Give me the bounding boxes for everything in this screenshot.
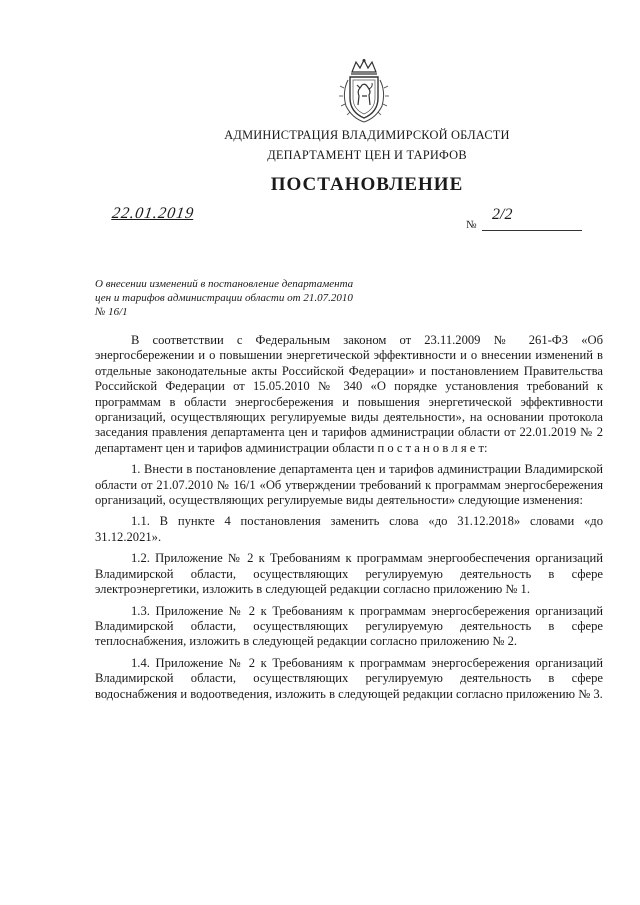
document-type-title: ПОСТАНОВЛЕНИЕ <box>270 174 464 195</box>
document-subject: О внесении изменений в постановление департамента цен и тарифов администрации области от 21.07.2010 № 16/1 <box>95 278 354 318</box>
body-paragraph: 1. Внести в постановление департамента цен и тарифов администрации Владимирской области от 21.07.2010 № 16/1 «Об утверждении требований к программам энергосбережения организаций, осуществляющих регулируемые виды деятельности» следующие изменения: <box>95 462 603 508</box>
body-paragraph: 1.3. Приложение № 2 к Требованиям к программам энергосбережения организаций Владимирской области, осуществляющих регулируемую деятельность в сфере теплоснабжения, изложить в следующей редакции согласно приложению № 2. <box>95 603 603 649</box>
document-body <box>95 333 603 708</box>
coat-of-arms-icon <box>338 58 390 124</box>
body-paragraph: 1.4. Приложение № 2 к Требованиям к программам энергосбережения организаций Владимирской области, осуществляющих регулируемую деятельность в сфере водоснабжения и водоотведения, изложить в следующей редакции согласно приложению № 3. <box>95 655 603 701</box>
preamble-paragraph: В соответствии с Федеральным законом от 23.11.2009 № 261-ФЗ «Об энергосбережении и о повышении энергетической эффективности и о внесении изменений в отдельные законодательные акты Российской Федерации» и постановлением Правительства Российской Федерации от 15.05.2010 № 340 «О порядке установления требований к программам в области энергосбережения и повышения энергетической эффективности организаций, осуществляющих регулируемые виды деятельности», на основании протокола заседания правления департамента цен и тарифов администрации области от 22.01.2019 № 2 департамент цен и тарифов администрации области п о с т а н о в л я е т: <box>95 333 603 455</box>
body-paragraph: 1.2. Приложение № 2 к Требованиям к программам энергообеспечения организаций Владимирской области, осуществляющих регулируемую деятельность в сфере электроэнергетики, изложить в следующей редакции согласно приложению № 1. <box>95 551 603 597</box>
organization-name: АДМИНИСТРАЦИЯ ВЛАДИМИРСКОЙ ОБЛАСТИ <box>224 128 510 142</box>
document-number: 2/2 <box>482 206 582 231</box>
number-label: № <box>466 219 477 231</box>
body-paragraph: 1.1. В пункте 4 постановления заменить слова «до 31.12.2018» словами «до 31.12.2021». <box>95 514 603 544</box>
department-name: ДЕПАРТАМЕНТ ЦЕН И ТАРИФОВ <box>267 148 467 162</box>
document-date: 22.01.2019 <box>110 205 196 222</box>
